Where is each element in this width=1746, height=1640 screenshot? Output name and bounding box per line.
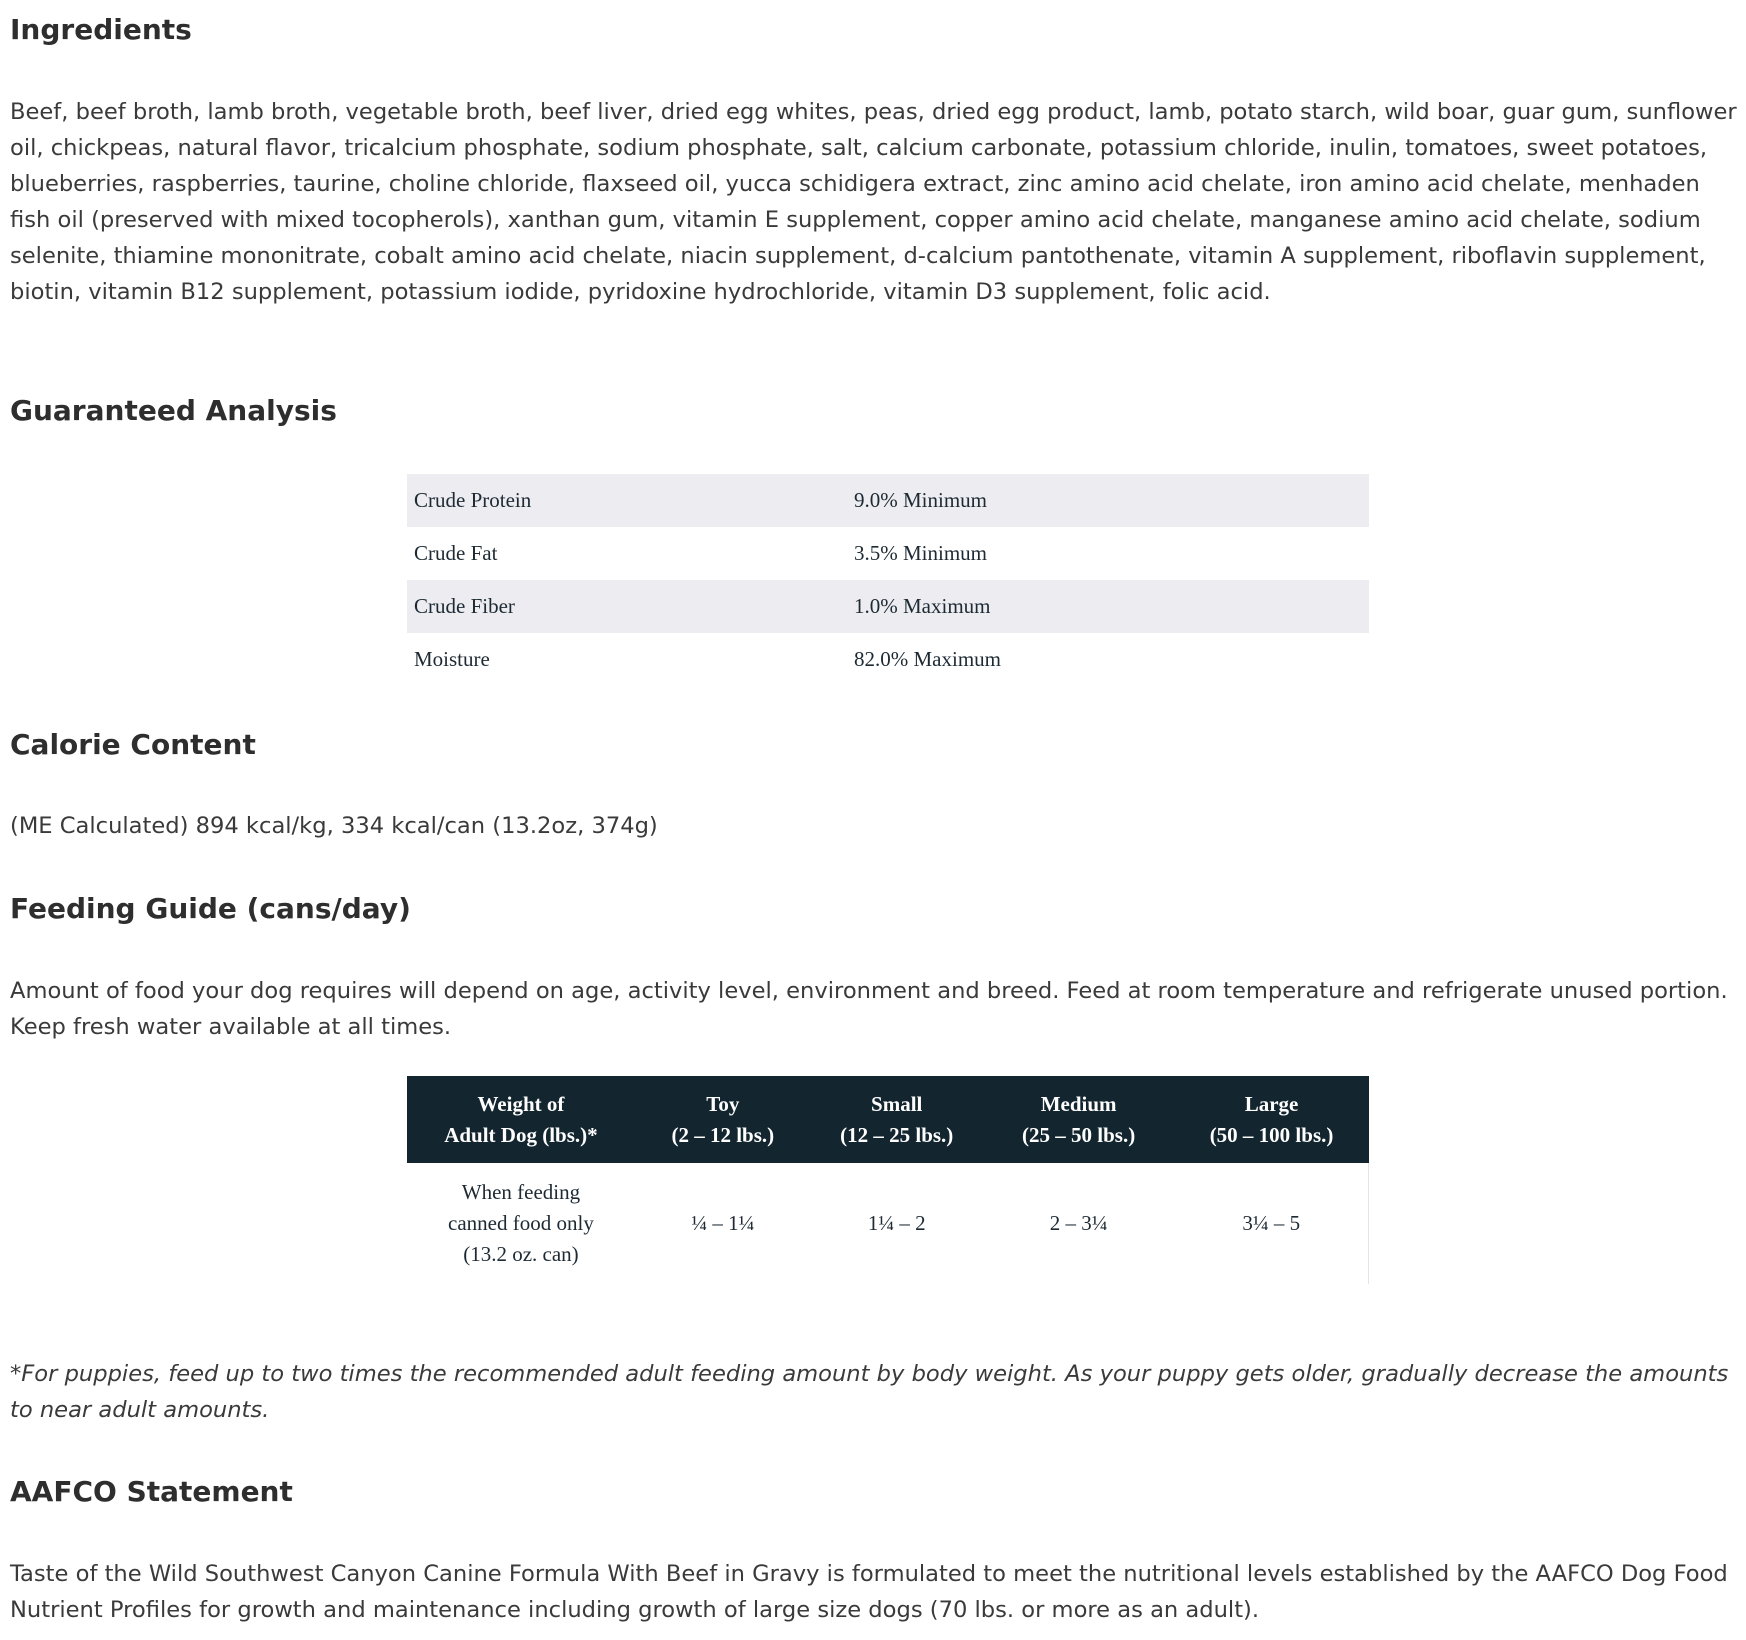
analysis-label: Crude Fat [414,541,498,565]
analysis-label: Crude Protein [407,474,854,527]
toy-amount: ¼ – 1¼ [691,1211,755,1235]
header-toy: Toy (2 – 12 lbs.) [635,1076,811,1163]
aafco-heading: AAFCO Statement [10,1475,293,1508]
feeding-table-header-row [407,1076,1369,1163]
analysis-value: 9.0% Minimum [854,474,1369,527]
calorie-content-text: (ME Calculated) 894 kcal/kg, 334 kcal/can (13.2oz, 374g) [10,813,658,839]
feeding-guide-heading: Feeding Guide (cans/day) [10,892,411,925]
small-amount: 1¼ – 2 [867,1211,926,1235]
table-row [407,527,1369,580]
header-large: Large (50 – 100 lbs.) [1175,1076,1369,1163]
table-row [407,633,1369,686]
header-weight: Weight of Adult Dog (lbs.)* [407,1076,635,1163]
puppy-feeding-note: *For puppies, feed up to two times the recommended adult feeding amount by body weight. As your puppy gets older, gradually decrease the amounts to near adult amounts. [10,1361,1729,1423]
table-row [407,474,1369,527]
large-amount: 3¼ – 5 [1175,1163,1369,1284]
medium-amount: 2 – 3¼ [1049,1211,1108,1235]
guaranteed-analysis-heading: Guaranteed Analysis [10,394,337,427]
table-row [407,1163,1369,1284]
feeding-guide-text: Amount of food your dog requires will depend on age, activity level, environment and breed. Feed at room temperature and refrigerate unused portion. Keep fresh water available at all times. [10,978,1728,1040]
analysis-value: 1.0% Maximum [854,580,1369,633]
header-medium: Medium (25 – 50 lbs.) [983,1076,1175,1163]
calorie-content-heading: Calorie Content [10,728,256,761]
analysis-label: Moisture [414,647,490,671]
aafco-text: Taste of the Wild Southwest Canyon Canine Formula With Beef in Gravy is formulated to meet the nutritional levels established by the AAFCO Dog Food Nutrient Profiles for growth and maintenance including growth of large size dogs (70 lbs. or more as an adult). [10,1561,1728,1623]
table-row [407,580,1369,633]
analysis-value: 82.0% Maximum [854,647,1001,671]
ingredients-text: Beef, beef broth, lamb broth, vegetable broth, beef liver, dried egg whites, peas, dried egg product, lamb, potato starch, wild boar, guar gum, sunflower oil, chickpeas, natural flavor, tricalcium phosphate, sodium phosphate, salt, calcium carbonate, potassium chloride, inulin, tomatoes, sweet potatoes, blueberries, raspberries, taurine, choline chloride, flaxseed oil, yucca schidigera extract, zinc amino acid chelate, iron amino acid chelate, menhaden fish oil (preserved with mixed tocopherols), xanthan gum, vitamin E supplement, copper amino acid chelate, manganese amino acid chelate, sodium selenite, thiamine mononitrate, cobalt amino acid chelate, niacin supplement, d-calcium pantothenate, vitamin A supplement, riboflavin supplement, biotin, vitamin B12 supplement, potassium iodide, pyridoxine hydrochloride, vitamin D3 supplement, folic acid. [10,99,1737,305]
feeding-guide-table [407,1076,1369,1284]
header-small: Small (12 – 25 lbs.) [811,1076,983,1163]
analysis-label: Crude Fiber [407,580,854,633]
guaranteed-analysis-table [407,474,1369,686]
analysis-value: 3.5% Minimum [854,541,988,565]
ingredients-heading: Ingredients [10,13,192,46]
row-label: When feeding canned food only (13.2 oz. can) [448,1180,594,1266]
